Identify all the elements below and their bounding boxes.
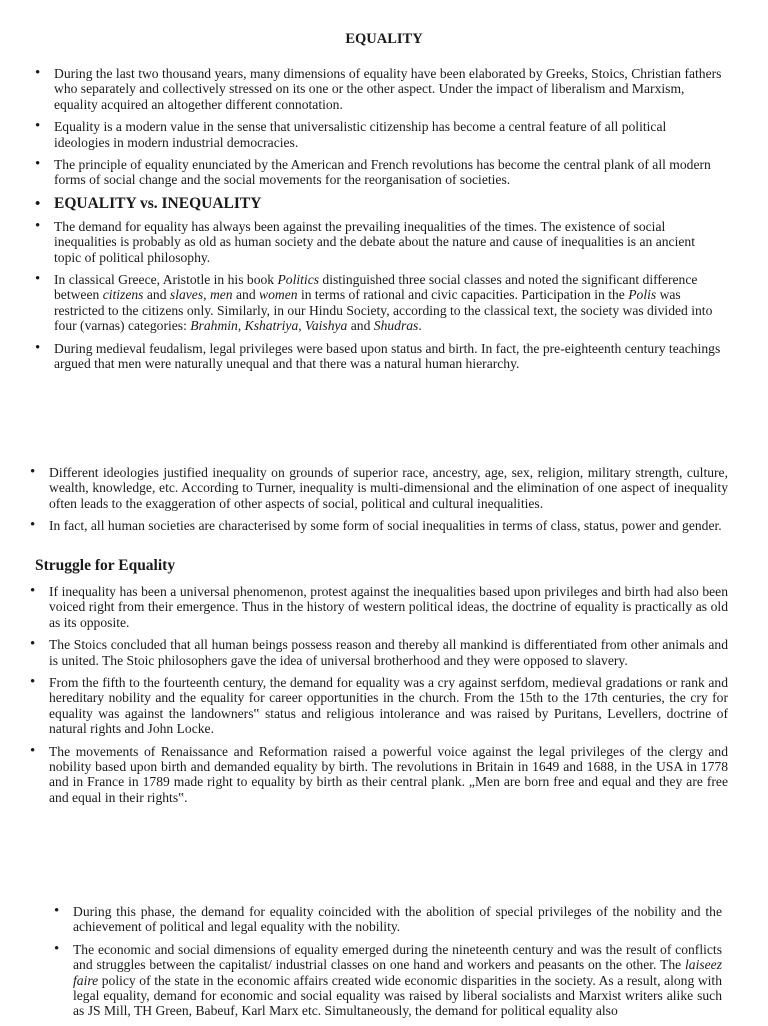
- document-title: EQUALITY: [345, 31, 423, 47]
- bullet-item-aristotle: • In classical Greece, Aristotle in his book Politics distinguished three social classes and noted the significant difference between citizens and slaves, men and women in terms of rational and civic capacities. Participation in the Polis was restricted to the citizens only. Similarly, in our Hindu Society, according to the classical text, the society was divided into four (varnas) categories: Brahmin, Kshatriya, Vaishya and Shudras.: [35, 272, 725, 334]
- struggle-section: [30, 584, 728, 812]
- bullet-item: • If inequality has been a universal phenomenon, protest against the inequalities based upon privileges and birth had also been voiced right from their emergence. Thus in the history of western political ideas, the doctrine of equality is practically as old as its opposite.: [30, 584, 728, 630]
- bullet-item: • Equality is a modern value in the sense that universalistic citizenship has become a central feature of all political ideologies in modern industrial democracies.: [35, 119, 725, 150]
- bullet-item: • Different ideologies justified inequality on grounds of superior race, ancestry, age, sex, religion, military strength, culture, wealth, knowledge, etc. According to Turner, inequality is multi-dimensional and the elimination of one aspect of inequality often leads to the exaggeration of other aspects of social, political and cultural inequalities.: [30, 465, 728, 511]
- bullet-item-economic: • The economic and social dimensions of equality emerged during the nineteenth century and was the result of conflicts and struggles between the capitalist/ industrial classes on one hand and workers and peasants on the other. The laiseez faire policy of the state in the economic affairs created wide economic disparities in the society. As a result, along with legal equality, demand for economic and social equality was raised by liberal socialists and Marxist writers alike such as JS Mill, TH Green, Babeuf, Karl Marx etc. Simultaneously, the demand for political equality also: [54, 942, 722, 1019]
- continued-section: [30, 465, 728, 541]
- bullet-item: • The principle of equality enunciated by the American and French revolutions has become the central plank of all modern forms of social change and the social movements for the reorganisation of societies.: [35, 157, 725, 188]
- bullet-item: • During this phase, the demand for equality coincided with the abolition of special privileges of the nobility and the achievement of political and legal equality with the nobility.: [54, 904, 722, 935]
- bullet-item: • From the fifth to the fourteenth century, the demand for equality was a cry against serfdom, medieval gradations or rank and hereditary nobility and the equality for career opportunities in the church. From the 15th to the 17th centuries, the cry for equality was against the landowners‟ status and religious intolerance and was raised by Puritans, Levellers, doctrine of natural rights and John Locke.: [30, 675, 728, 737]
- bullet-item: • The demand for equality has always been against the prevailing inequalities of the times. The existence of social inequalities is probably as old as human society and the debate about the nature and cause of inequalities is an ancient topic of political philosophy.: [35, 219, 725, 265]
- final-section: [54, 904, 722, 1026]
- intro-section: [35, 66, 725, 379]
- bullet-item: • In fact, all human societies are characterised by some form of social inequalities in terms of class, status, power and gender.: [30, 518, 728, 533]
- section-heading-struggle-for-equality: Struggle for Equality: [35, 557, 176, 574]
- bullet-item: • The movements of Renaissance and Reformation raised a powerful voice against the legal privileges of the clergy and nobility based upon birth and demanded equality by birth. The revolutions in Britain in 1649 and 1688, in the USA in 1778 and in France in 1789 made right to equality by birth as their central plank. „Men are born free and equal and they are free and equal in their rights‟.: [30, 744, 728, 806]
- bullet-item: • The Stoics concluded that all human beings possess reason and thereby all mankind is differentiated from other animals and is united. The Stoic philosophers gave the idea of universal brotherhood and they were opposed to slavery.: [30, 637, 728, 668]
- section-heading-equality-vs-inequality: • EQUALITY vs. INEQUALITY: [35, 195, 725, 213]
- bullet-item: • During the last two thousand years, many dimensions of equality have been elaborated by Greeks, Stoics, Christian fathers who separately and collectively stressed on its one or the other aspect. Under the impact of liberalism and Marxism, equality acquired an altogether different connotation.: [35, 66, 725, 112]
- bullet-item: • During medieval feudalism, legal privileges were based upon status and birth. In fact, the pre-eighteenth century teachings argued that men were naturally unequal and that there was a natural human hierarchy.: [35, 341, 725, 372]
